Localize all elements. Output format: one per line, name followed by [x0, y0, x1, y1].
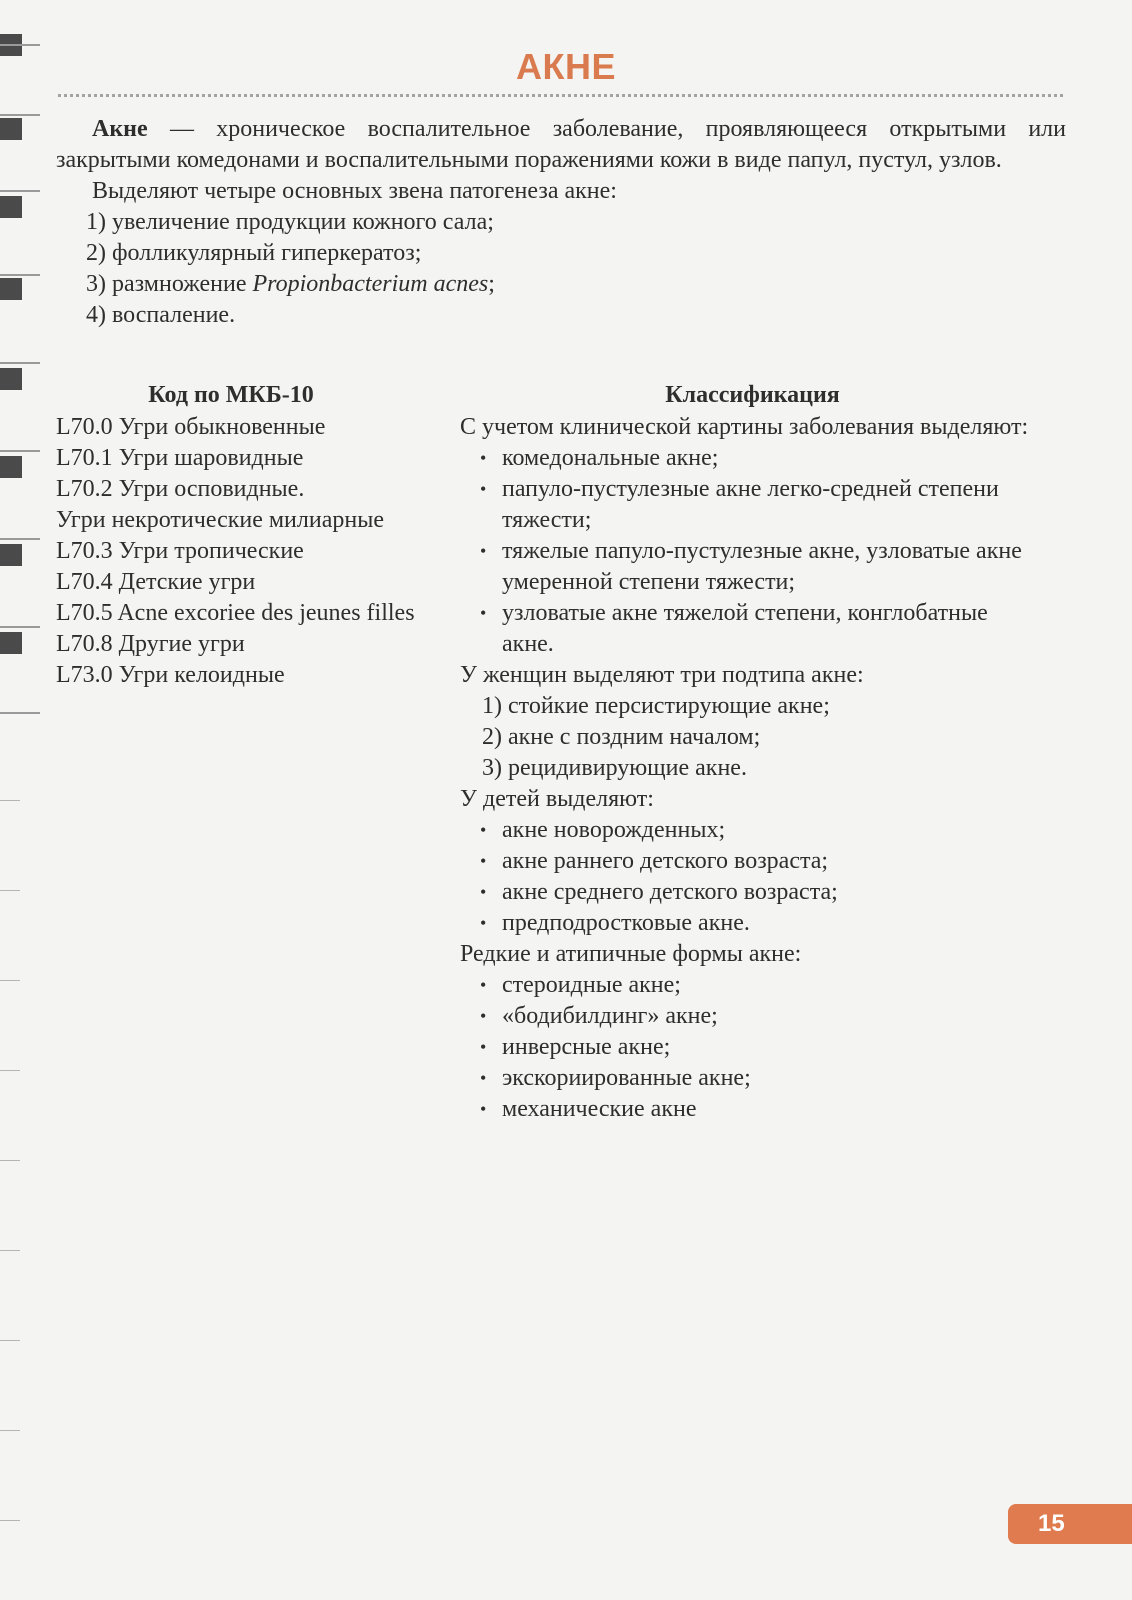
women-lead: У женщин выделяют три подтипа акне: — [460, 662, 864, 688]
classification-column — [460, 378, 1045, 1125]
binding-tick — [0, 114, 40, 116]
list-item: • инверсные акне; — [480, 1032, 1045, 1063]
icd-item: L70.1 Угри шаровидные — [56, 445, 304, 471]
list-item: 1) стойкие персистирующие акне; — [482, 693, 830, 719]
binding-tick — [0, 1160, 20, 1161]
definition-term: Акне — [92, 116, 148, 142]
rare-list — [460, 970, 1045, 1125]
rare-lead: Редкие и атипичные формы акне: — [460, 941, 802, 967]
icd-list — [56, 412, 446, 691]
icd-item: L70.8 Другие угри — [56, 631, 245, 657]
list-item: • «бодибилдинг» акне; — [480, 1001, 1045, 1032]
binding-tick — [0, 362, 40, 364]
definition-text: — хроническое воспалительное заболевание, проявляющееся открытыми или закрытыми комедонами и воспалительными поражениями кожи в виде папул, пустул, узлов. — [56, 116, 1066, 173]
list-item: • стероидные акне; — [480, 970, 1045, 1001]
binding-tab — [0, 632, 22, 654]
page-number-badge: 15 — [1008, 1504, 1132, 1544]
binding-marks — [0, 0, 60, 1600]
icd-column — [56, 378, 446, 691]
binding-tick — [0, 1340, 20, 1341]
list-item: • акне раннего детского возраста; — [480, 846, 1045, 877]
classification-heading: Классификация — [665, 382, 840, 408]
list-item: • папуло-пустулезные акне легко-средней степени тяжести; — [480, 474, 1045, 536]
icd-item: L70.2 Угри осповидные. — [56, 476, 305, 502]
list-item: • акне среднего детского возраста; — [480, 877, 1045, 908]
binding-tick — [0, 980, 20, 981]
binding-tick — [0, 450, 40, 452]
list-item: • механические акне — [480, 1094, 1045, 1125]
icd-item: L70.4 Детские угри — [56, 569, 256, 595]
pathogenesis-item: 4) воспаление. — [86, 302, 236, 328]
list-item: • акне новорожденных; — [480, 815, 1045, 846]
icd-item: L70.3 Угри тропические — [56, 538, 304, 564]
binding-tick — [0, 1430, 20, 1431]
binding-tab — [0, 456, 22, 478]
bacterium-name: Propionbacterium acnes — [252, 271, 489, 297]
binding-tick — [0, 274, 40, 276]
pathogenesis-item — [56, 269, 1066, 300]
binding-tick — [0, 190, 40, 192]
intro-section — [56, 114, 1066, 331]
pathogenesis-suffix: ; — [488, 271, 495, 297]
binding-tick — [0, 538, 40, 540]
binding-tick — [0, 1070, 20, 1071]
dotted-divider — [58, 94, 1063, 97]
women-list — [460, 691, 1045, 784]
list-item: • экскориированные акне; — [480, 1063, 1045, 1094]
list-item: • узловатые акне тяжелой степени, конглобатные акне. — [480, 598, 1045, 660]
binding-tab — [0, 196, 22, 218]
icd-item: Угри некротические милиарные — [56, 507, 384, 533]
binding-tick — [0, 800, 20, 801]
binding-tab — [0, 278, 22, 300]
clinical-list — [460, 443, 1045, 660]
binding-tick — [0, 712, 40, 714]
list-item: • комедональные акне; — [480, 443, 1045, 474]
binding-tick — [0, 626, 40, 628]
pathogenesis-lead: Выделяют четыре основных звена патогенеза акне: — [92, 178, 617, 204]
binding-tick — [0, 890, 20, 891]
list-item: 2) акне с поздним началом; — [482, 724, 761, 750]
page-title: АКНЕ — [516, 46, 616, 87]
children-list — [460, 815, 1045, 939]
pathogenesis-item: 1) увеличение продукции кожного сала; — [86, 209, 494, 235]
binding-tick — [0, 1520, 20, 1521]
icd-item: L70.5 Acne excoriee des jeunes filles — [56, 600, 415, 626]
list-item: 3) рецидивирующие акне. — [482, 755, 747, 781]
binding-tick — [0, 1250, 20, 1251]
icd-heading: Код по МКБ-10 — [148, 382, 314, 408]
icd-item: L73.0 Угри келоидные — [56, 662, 285, 688]
binding-tab — [0, 368, 22, 390]
pathogenesis-prefix: 3) размножение — [86, 271, 253, 297]
clinical-lead: С учетом клинической картины заболевания выделяют: — [460, 414, 1029, 440]
definition-paragraph — [56, 114, 1066, 176]
binding-tab — [0, 544, 22, 566]
list-item: • предподростковые акне. — [480, 908, 1045, 939]
binding-tab — [0, 118, 22, 140]
list-item: • тяжелые папуло-пустулезные акне, узловатые акне умеренной степени тяжести; — [480, 536, 1045, 598]
icd-item: L70.0 Угри обыкновенные — [56, 414, 326, 440]
pathogenesis-item: 2) фолликулярный гиперкератоз; — [86, 240, 422, 266]
children-lead: У детей выделяют: — [460, 786, 654, 812]
